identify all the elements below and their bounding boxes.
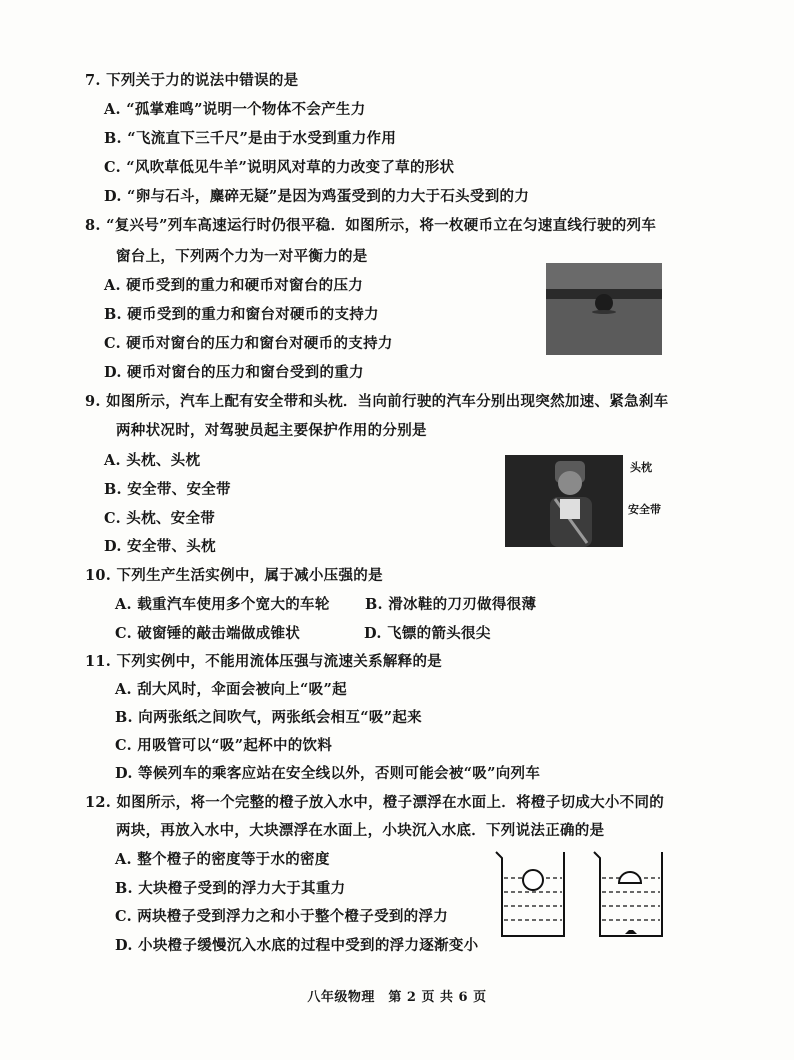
question-9-stem-line-2: 两种状况时，对驾驶员起主要保护作用的分别是 (116, 422, 427, 439)
question-8-option-a: A. 硬币受到的重力和硬币对窗台的压力 (104, 277, 364, 294)
question-9-option-a: A. 头枕、头枕 (104, 452, 201, 469)
question-7-option-a: A. “孤掌难鸣”说明一个物体不会产生力 (104, 101, 366, 118)
question-7-option-c: C. “风吹草低见牛羊”说明风对草的力改变了草的形状 (104, 159, 455, 176)
question-12-option-c: C. 两块橙子受到浮力之和小于整个橙子受到的浮力 (115, 908, 449, 925)
question-7-option-d: D. “卵与石斗，麋碎无疑”是因为鸡蛋受到的力大于石头受到的力 (104, 188, 530, 205)
question-8-option-d: D. 硬币对窗台的压力和窗台受到的重力 (104, 364, 364, 381)
driver-seat-photo (505, 455, 623, 547)
seatbelt-label: 安全带 (628, 503, 661, 516)
question-11-stem: 11. 下列实例中，不能用流体压强与流速关系解释的是 (85, 653, 443, 670)
question-10-stem: 10. 下列生产生活实例中，属于减小压强的是 (85, 567, 383, 584)
question-9-option-c: C. 头枕、安全带 (104, 510, 216, 527)
question-8-stem-line-2: 窗台上，下列两个力为一对平衡力的是 (116, 248, 368, 265)
question-12-stem-line-2: 两块，再放入水中，大块漂浮在水面上，小块沉入水底．下列说法正确的是 (116, 822, 605, 839)
question-9-option-b: B. 安全带、安全带 (104, 481, 231, 498)
question-12-stem-line-1: 12. 如图所示，将一个完整的橙子放入水中，橙子漂浮在水面上．将橙子切成大小不同的 (85, 794, 665, 811)
question-8-option-c: C. 硬币对窗台的压力和窗台对硬币的支持力 (104, 335, 393, 352)
question-11-option-c: C. 用吸管可以“吸”起杯中的饮料 (115, 737, 333, 754)
question-7-option-b: B. “飞流直下三千尺”是由于水受到重力作用 (104, 130, 397, 147)
question-12-option-b: B. 大块橙子受到的浮力大于其重力 (115, 880, 346, 897)
question-9-stem-line-1: 9. 如图所示，汽车上配有安全带和头枕．当向前行驶的汽车分别出现突然加速、紧急刹车 (85, 393, 669, 410)
question-12-option-d: D. 小块橙子缓慢沉入水底的过程中受到的浮力逐渐变小 (115, 937, 479, 954)
headrest-label: 头枕 (630, 461, 652, 474)
question-11-option-d: D. 等候列车的乘客应站在安全线以外，否则可能会被“吸”向列车 (115, 765, 541, 782)
question-11-option-b: B. 向两张纸之间吹气，两张纸会相互“吸”起来 (115, 709, 422, 726)
question-10-option-b: B. 滑冰鞋的刀刃做得很薄 (365, 596, 537, 613)
question-8-stem-line-1: 8. “复兴号”列车高速运行时仍很平稳．如图所示，将一枚硬币立在匀速直线行驶的列车 (85, 217, 657, 234)
question-10-option-a: A. 载重汽车使用多个宽大的车轮 (115, 596, 330, 613)
beaker-cut-orange-figure (592, 850, 667, 940)
question-7-stem: 7. 下列关于力的说法中错误的是 (85, 72, 299, 89)
page-footer: 八年级物理 第 2 页 共 6 页 (307, 990, 487, 1005)
question-10-option-d: D. 飞镖的箭头很尖 (364, 625, 491, 642)
coin-on-windowsill-photo (546, 263, 662, 355)
question-9-option-d: D. 安全带、头枕 (104, 538, 216, 555)
question-12-option-a: A. 整个橙子的密度等于水的密度 (115, 851, 330, 868)
beaker-whole-orange-figure (494, 850, 569, 940)
question-8-option-b: B. 硬币受到的重力和窗台对硬币的支持力 (104, 306, 379, 323)
question-10-option-c: C. 破窗锤的敲击端做成锥状 (115, 625, 301, 642)
question-11-option-a: A. 刮大风时，伞面会被向上“吸”起 (115, 681, 347, 698)
